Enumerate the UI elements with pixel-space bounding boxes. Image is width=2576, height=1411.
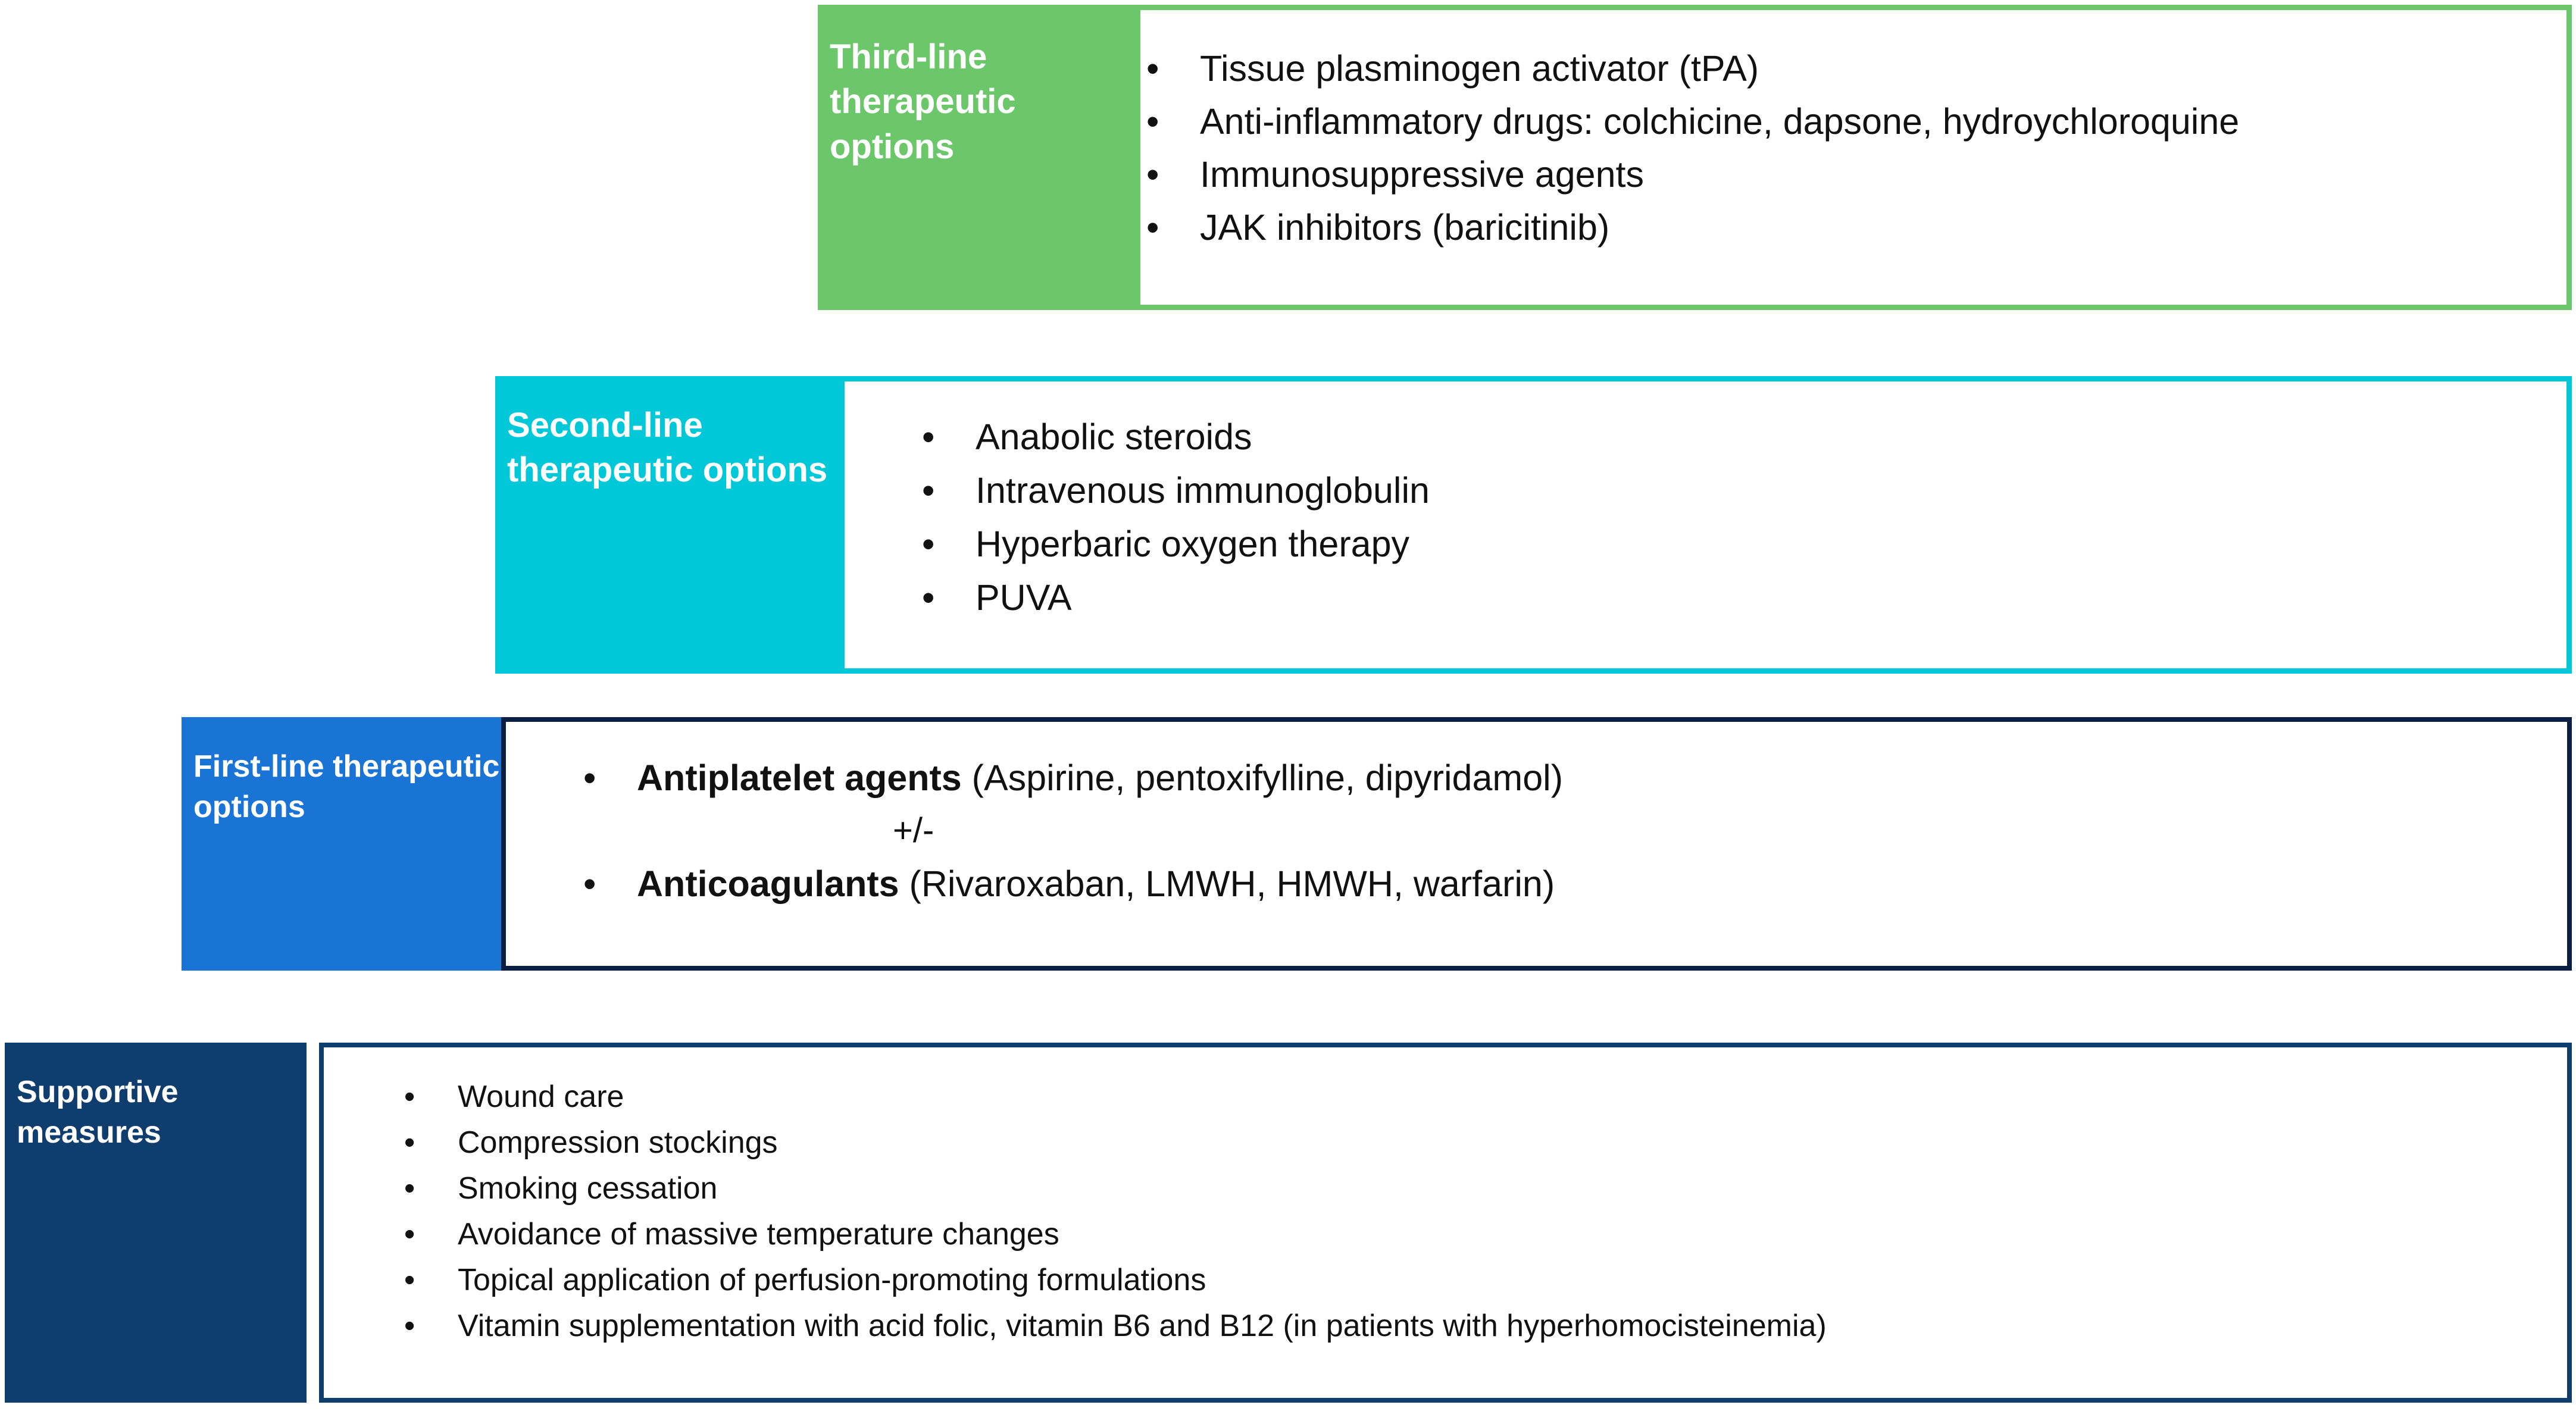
first-line-tier xyxy=(182,717,2572,971)
second-line-label: Second-line therapeutic options xyxy=(495,376,840,674)
second-line-tier xyxy=(495,376,2572,674)
antiplatelet-title: Antiplatelet agents xyxy=(637,758,962,798)
third-line-list xyxy=(1200,42,2566,254)
anticoagulant-title: Anticoagulants xyxy=(637,864,899,904)
list-item: • Anabolic steroids xyxy=(976,410,2566,464)
third-line-tier xyxy=(818,5,2572,310)
first-line-label: First-line therapeutic options xyxy=(182,717,506,971)
second-line-list xyxy=(976,410,2566,624)
list-item: • Compression stockings xyxy=(458,1120,2567,1166)
list-item: • Hyperbaric oxygen therapy xyxy=(976,517,2566,571)
connector-text: +/- xyxy=(893,811,934,850)
third-line-panel xyxy=(1135,5,2572,310)
list-item: • Wound care xyxy=(458,1074,2567,1120)
list-item: • Intravenous immunoglobulin xyxy=(976,464,2566,517)
list-item: • JAK inhibitors (baricitinib) xyxy=(1200,201,2566,254)
list-item: • Topical application of perfusion-promoting formulations xyxy=(458,1257,2567,1303)
list-item: • Smoking cessation xyxy=(458,1166,2567,1212)
second-line-panel xyxy=(839,376,2572,674)
list-item: • PUVA xyxy=(976,571,2566,624)
supportive-tier xyxy=(5,1043,2572,1403)
antiplatelet-item xyxy=(637,752,2567,804)
list-item: • Tissue plasminogen activator (tPA) xyxy=(1200,42,2566,95)
supportive-list xyxy=(458,1074,2567,1349)
supportive-panel xyxy=(319,1043,2572,1403)
third-line-label: Third-line therapeutic options xyxy=(818,5,1136,310)
list-item: • Vitamin supplementation with acid folic, vitamin B6 and B12 (in patients with hyperhomocisteinemia) xyxy=(458,1303,2567,1349)
first-line-panel xyxy=(501,717,2572,971)
list-item: • Immunosuppressive agents xyxy=(1200,148,2566,201)
anticoagulant-detail: (Rivaroxaban, LMWH, HMWH, warfarin) xyxy=(899,864,1555,904)
anticoagulant-item xyxy=(637,858,2567,910)
antiplatelet-detail: (Aspirine, pentoxifylline, dipyridamol) xyxy=(961,758,1564,798)
supportive-label: Supportive measures xyxy=(5,1043,307,1403)
list-item: • Avoidance of massive temperature changes xyxy=(458,1212,2567,1257)
list-item: • Anti-inflammatory drugs: colchicine, dapsone, hydroychloroquine xyxy=(1200,95,2566,148)
